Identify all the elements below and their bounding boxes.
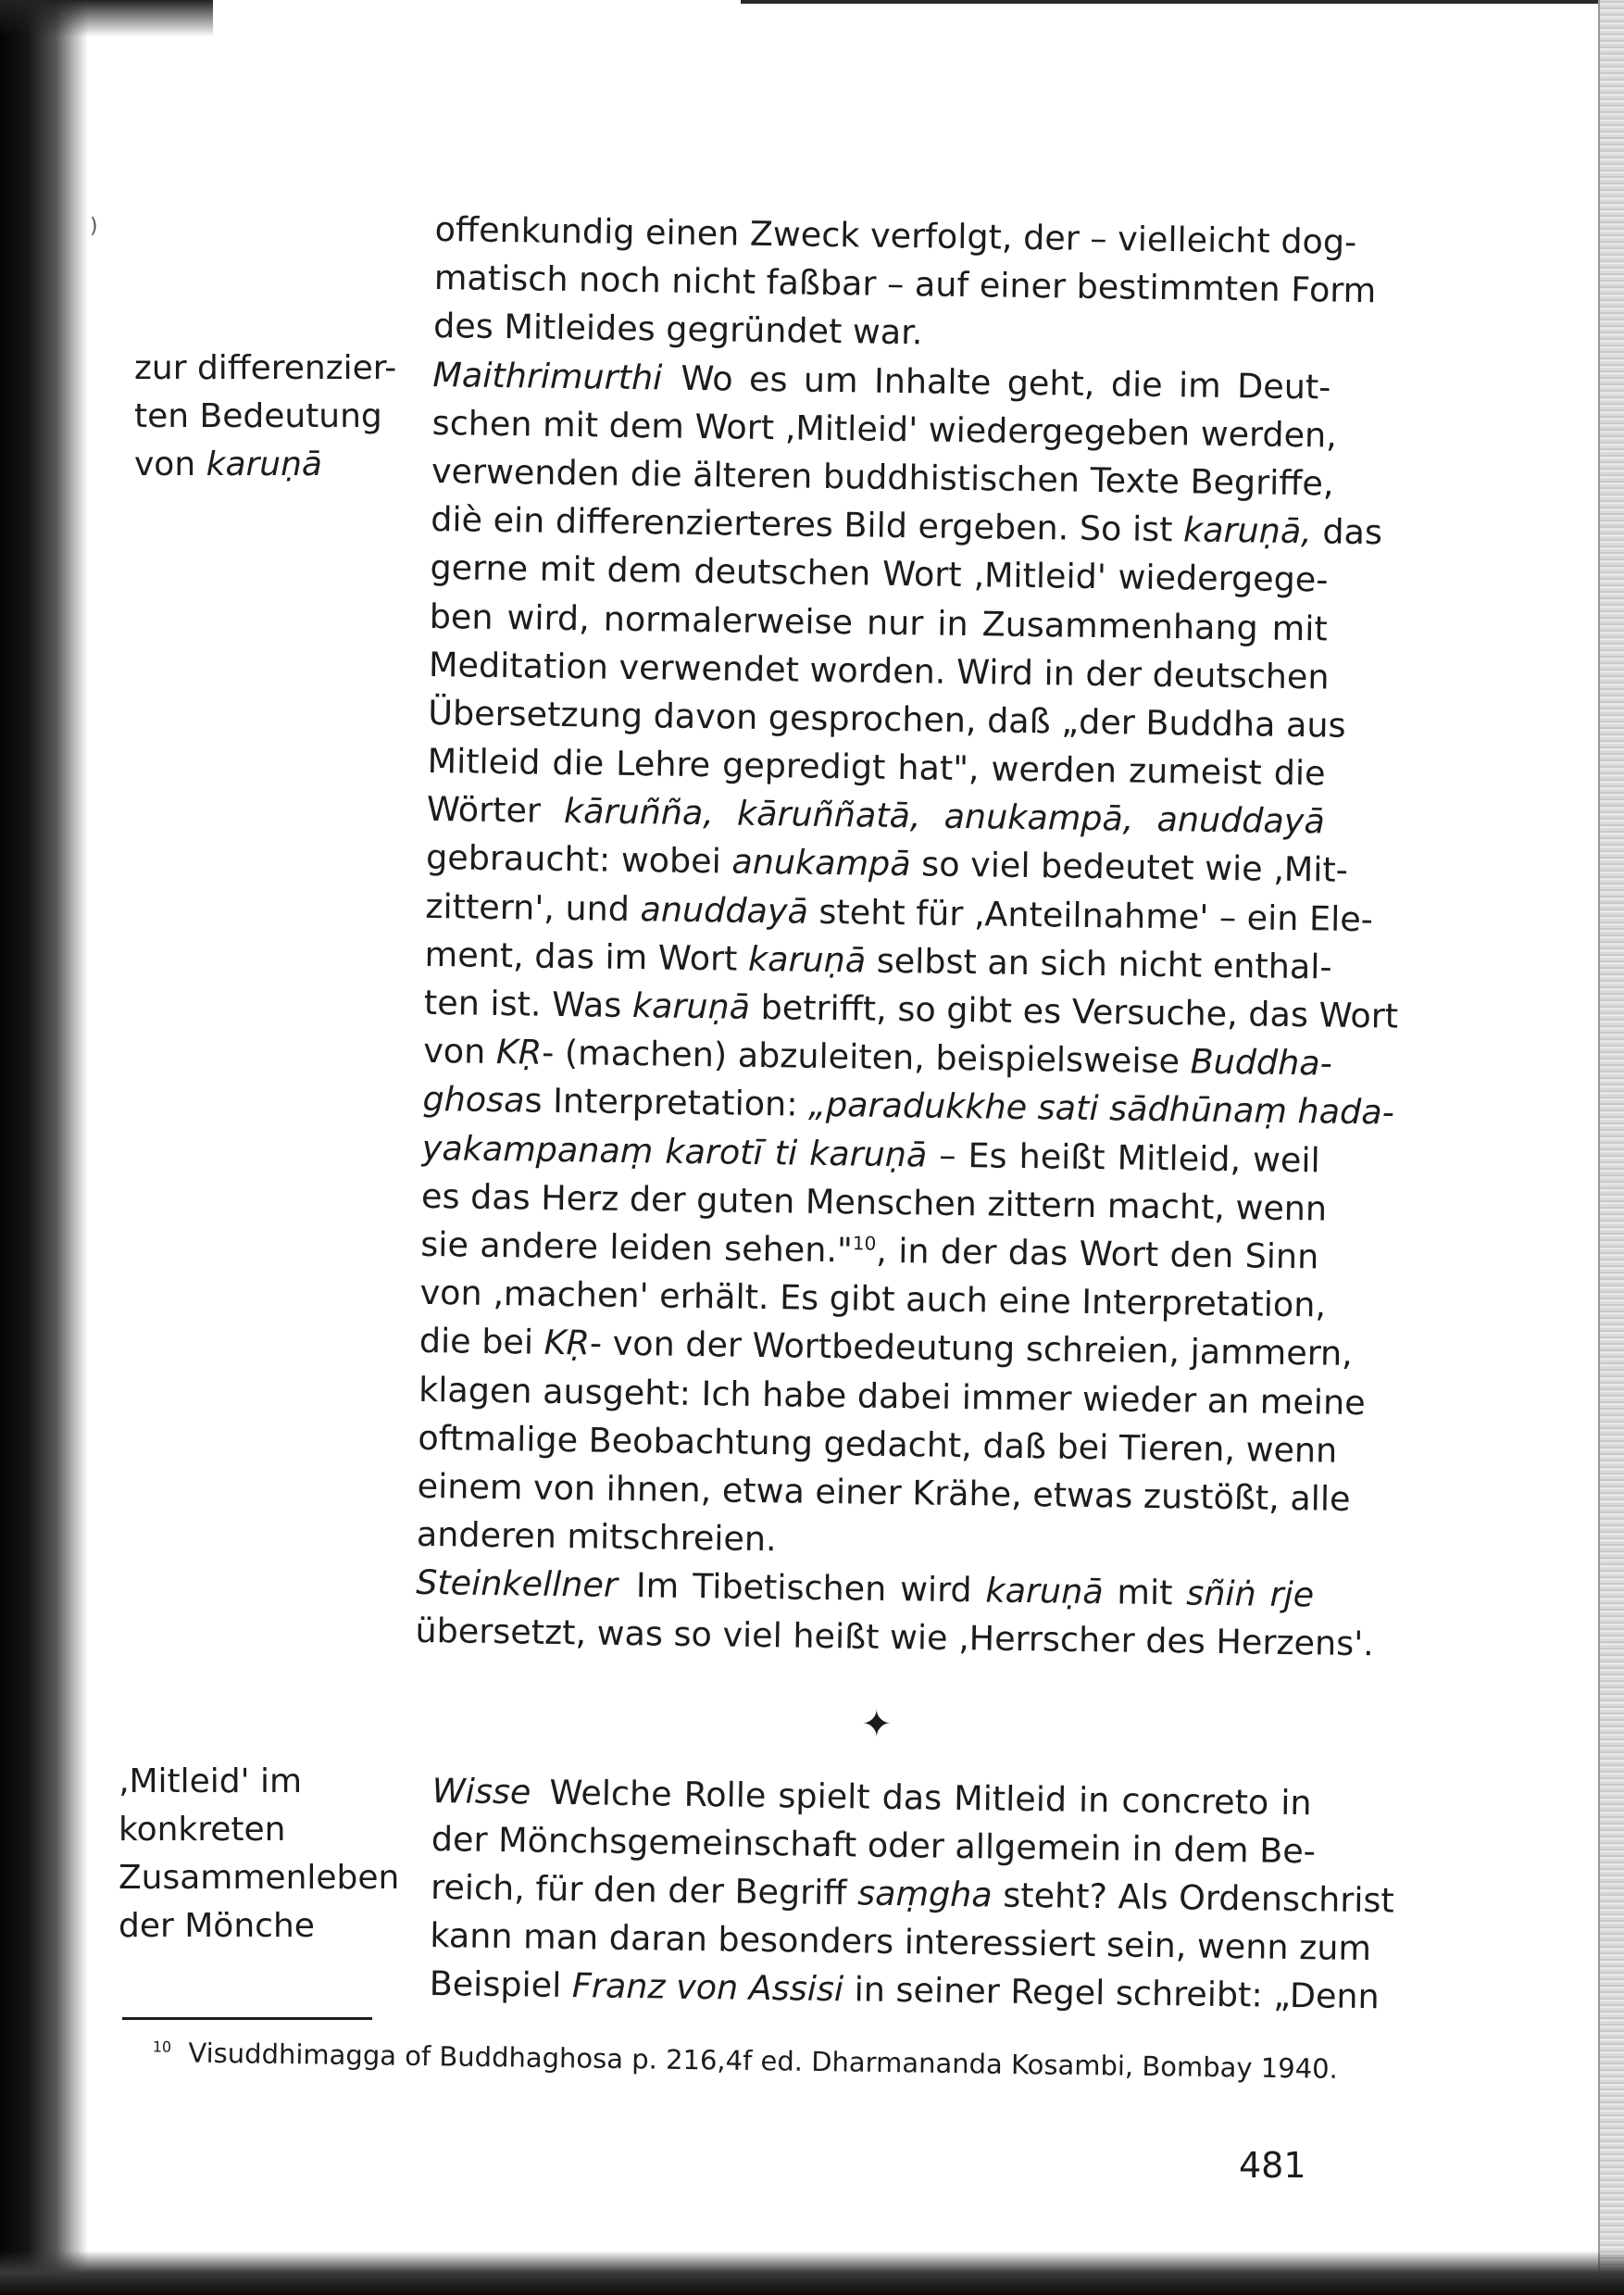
margin-note-line: konkreten xyxy=(119,1811,286,1849)
margin-note-line: von karuṇā xyxy=(134,445,322,483)
text-line: kann man daran besonders interessiert sein, wenn zum xyxy=(430,1914,1372,1969)
text-line: diè ein differenzierteres Bild ergeben. So ist karuṇā, das xyxy=(430,499,1383,553)
speaker-name: Wisse xyxy=(431,1770,531,1812)
speaker-name: Maithrimurthi xyxy=(432,354,663,398)
section-two-text xyxy=(429,1767,1395,2020)
text-line: sie andere leiden sehen."$^{10}$, in der das Wort den Sinn xyxy=(420,1223,1319,1277)
text-line: Meditation verwendet worden. Wird in der deutschen xyxy=(428,644,1330,697)
text-line: Steinkellner Im Tibetischen wird karuṇā mit sñiṅ rje xyxy=(415,1562,1315,1615)
footnote-text: Visuddhimagga of Buddhaghosa p. 216,4f ed. Dharmananda Kosambi, Bombay 1940. xyxy=(188,2037,1339,2085)
text-line: yakampanaṃ karotī ti karuṇā – Es heißt Mitleid, weil xyxy=(421,1127,1321,1181)
text-line: von ‚machen' erhält. Es gibt auch eine Interpretation, xyxy=(419,1273,1327,1325)
text-line: gebraucht: wobei anukampā so viel bedeutet wie ‚Mit- xyxy=(425,837,1349,891)
text-line: anderen mitschreien. xyxy=(416,1513,777,1560)
top-corner-shadow xyxy=(0,0,213,37)
speaker-name: Steinkellner xyxy=(415,1562,618,1606)
text-line: einem von ihnen, etwa einer Krähe, etwas zustößt, alle xyxy=(417,1465,1351,1519)
margin-note-differentiated-meaning xyxy=(134,345,396,489)
text-line: Übersetzung davon gesprochen, daß „der Buddha aus xyxy=(428,692,1346,746)
page-number: 481 xyxy=(1239,2145,1306,2186)
margin-note-line: ten Bedeutung xyxy=(134,397,382,435)
text-line: reich, für den der Begriff saṃgha steht? Als Ordenschrist xyxy=(430,1866,1395,1921)
footnote xyxy=(152,2034,1338,2088)
text-line: ten ist. Was karuṇā betrifft, so gibt es Versuche, das Wort xyxy=(423,982,1399,1036)
margin-note-line: ‚Mitleid' im xyxy=(119,1762,303,1800)
text-line: oftmalige Beobachtung gedacht, daß bei Tieren, wenn xyxy=(418,1417,1338,1471)
text-line: des Mitleides gegründet war. xyxy=(432,306,923,353)
margin-note-line: Zusammenleben xyxy=(119,1859,400,1897)
margin-note-line: der Mönche xyxy=(119,1907,315,1945)
text-line: ment, das im Wort karuṇā selbst an sich nicht enthal- xyxy=(424,934,1332,987)
footnote-reference: 10 xyxy=(852,1232,877,1255)
text-line: ben wird, normalerweise nur in Zusammenhang mit xyxy=(429,596,1329,648)
text-line: schen mit dem Wort ‚Mitleid' wiedergegeben werden, xyxy=(431,402,1338,456)
text-line: Mitleid die Lehre gepredigt hat", werden zumeist die xyxy=(427,741,1326,794)
text-line: Wörter kāruñña, kāruññatā, anukampā, anuddayā xyxy=(426,789,1326,842)
text-line: gerne mit dem deutschen Wort ‚Mitleid' wiedergege- xyxy=(430,547,1329,600)
text-line: offenkundig einen Zweck verfolgt, der – vielleicht dog- xyxy=(434,208,1357,262)
text-line: ghosas Interpretation: „paradukkhe sati sādhūnaṃ hada- xyxy=(422,1079,1395,1133)
text-line: zittern', und anuddayā steht für ‚Anteilnahme' – ein Ele- xyxy=(425,885,1374,939)
margin-note-line: zur differenzier- xyxy=(134,349,397,387)
footnote-rule xyxy=(122,2017,372,2020)
text-line: Wisse Welche Rolle spielt das Mitleid in concreto in xyxy=(431,1770,1312,1824)
main-text-column xyxy=(415,206,1399,1668)
bottom-page-edge xyxy=(0,2251,1624,2295)
book-spine-shadow xyxy=(0,0,88,2295)
text-line: klagen ausgeht: Ich habe dabei immer wieder an meine xyxy=(418,1369,1366,1423)
text-line: von KṚ- (machen) abzuleiten, beispielsweise Buddha- xyxy=(422,1031,1333,1084)
text-line: der Mönchsgemeinschaft oder allgemein in dem Be- xyxy=(431,1818,1317,1872)
text-line: Maithrimurthi Wo es um Inhalte geht, die im Deut- xyxy=(432,354,1331,408)
text-line: die bei KṚ- von der Wortbedeutung schreien, jammern, xyxy=(418,1321,1354,1374)
text-line: Beispiel Franz von Assisi in seiner Regel schreibt: „Denn xyxy=(429,1963,1380,2017)
scan-mark: ) xyxy=(90,215,98,238)
text-line: verwenden die älteren buddhistischen Texte Begriffe, xyxy=(431,450,1334,504)
section-ornament: ✦ xyxy=(861,1703,893,1746)
text-line: übersetzt, was so viel heißt wie ‚Herrscher des Herzens'. xyxy=(415,1611,1375,1664)
text-line: matisch noch nicht faßbar – auf einer bestimmten Form xyxy=(433,257,1377,311)
margin-note-monastic-life xyxy=(119,1758,399,1950)
top-page-edge xyxy=(741,0,1624,4)
footnote-marker: 10 xyxy=(152,2038,172,2056)
text-line: es das Herz der guten Menschen zittern macht, wenn xyxy=(420,1175,1328,1229)
right-page-edge xyxy=(1598,0,1624,2295)
